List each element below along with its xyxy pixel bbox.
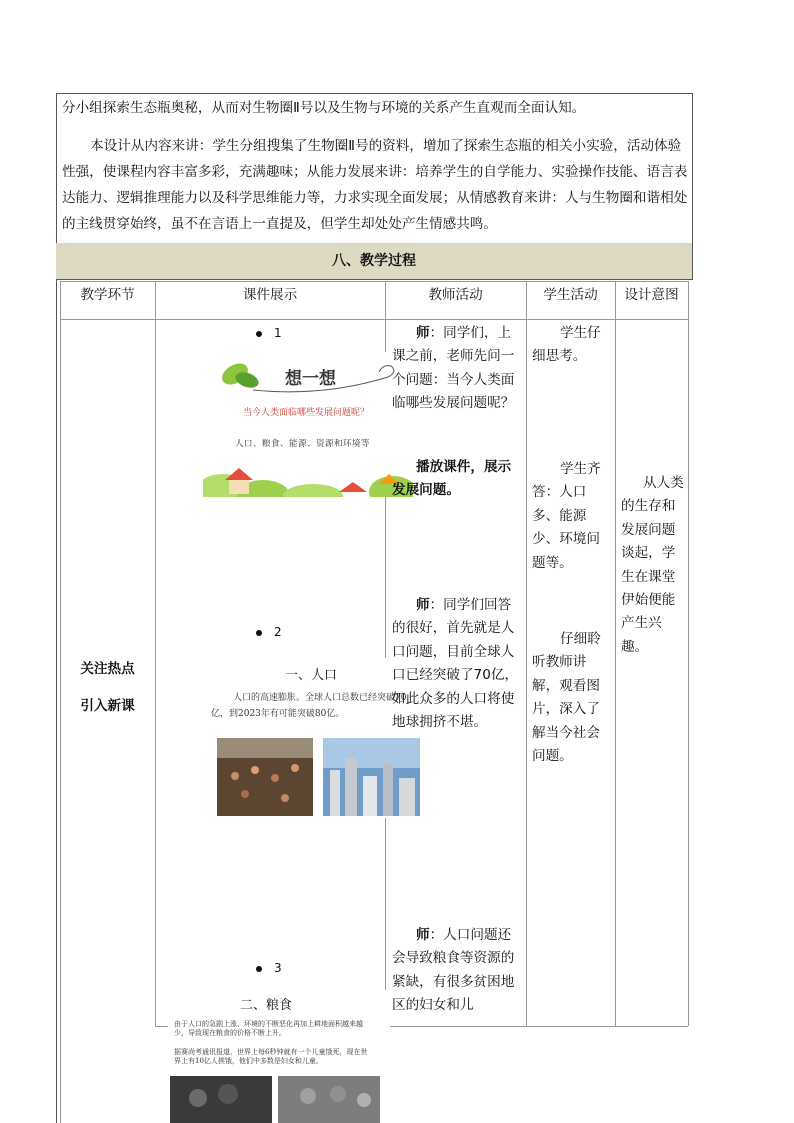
bullet-dot (256, 966, 262, 972)
bullet-dot (256, 630, 262, 636)
header-stage: 教学环节 (80, 287, 135, 303)
student-activity-3: 仔细聆听教师讲解，观看图片，深入了解当今社会问题。 (532, 631, 601, 765)
header-teacher: 教师活动 (428, 287, 483, 303)
col-line-1 (155, 281, 156, 1026)
teacher-activity-2 (392, 456, 520, 503)
intro-paragraph: 本设计从内容来讲：学生分组搜集了生物圈Ⅱ号的资料，增加了探索生态瓶的相关小实验，活动体验性强，使课程内容丰富多彩，充满趣味；从能力发展来讲：培养学生的自学能力、实验操作技能、语言表达能力、逻辑推理能力以及科学思维能力等，力求实现全面发展；从情感教育来讲：人与生物圈和谐相处的主线贯穿始终，虽不在言语上一直提及，但学生却处处产生情感共鸣。 (62, 138, 688, 232)
col-line-3 (526, 281, 527, 1026)
slide-1-title: 想一想 (285, 369, 336, 389)
intro-line1: 分小组探索生态瓶奥秘，从而对生物圈Ⅱ号以及生物与环境的关系产生直观而全面认知。 (62, 100, 586, 116)
slide-3-item1: 由于人口的急剧上涨、环境的不断恶化再加上耕地面积越来越少，导致现在粮食的价格不断上升。 (174, 1020, 363, 1037)
student-activity-2: 学生齐答：人口多、能源少、环境问题等。 (532, 461, 601, 571)
teacher-label: 师 (416, 597, 430, 613)
slide-3-title: 二、粮食 (240, 998, 293, 1013)
header-slides: 课件展示 (242, 287, 298, 303)
slide-number: 1 (274, 326, 282, 340)
slide-1 (203, 352, 413, 497)
teacher-label: 师 (416, 325, 430, 341)
teacher-activity-3 (392, 594, 520, 734)
stage-line2: 引入新课 (80, 698, 135, 714)
col-line-4 (615, 281, 616, 1026)
slide-2 (205, 658, 420, 818)
frame-right (692, 93, 693, 280)
student-activity-1: 学生仔细思考。 (532, 325, 601, 365)
frame-top (56, 93, 692, 94)
slide-number: 3 (274, 961, 282, 975)
slide-3 (168, 990, 390, 1123)
slide-2-text: 人口的高速膨胀。全球人口总数已经突破70亿，到2023年有可能突破80亿。 (211, 693, 407, 719)
design-intent: 从人类的生存和发展问题谈起，学生在课堂伊始便能产生兴趣。 (621, 475, 684, 655)
section-title: 八、教学过程 (332, 253, 416, 269)
slide-number: 2 (274, 625, 282, 639)
stage-line1: 关注热点 (80, 661, 135, 677)
slide-1-question: 当今人类面临哪些发展问题呢？ (243, 408, 370, 418)
slide-1-answer: 人口、粮食、能源、资源和环境等 (235, 439, 371, 449)
slide-bullet-2 (256, 625, 282, 639)
teacher-text: ：同学们，上课之前，老师先问一个问题：当今人类面临哪些发展问题呢？ (392, 325, 515, 412)
col-line-5 (688, 281, 689, 1026)
slide-bullet-3 (256, 961, 282, 975)
slide-3-photos (168, 990, 390, 1123)
band-bottom (56, 279, 692, 280)
header-intent: 设计意图 (624, 287, 679, 303)
slide-3-item2: 据赛尚考通讯报道，世界上每6秒钟就有一个儿童饿死，现在世界上有10亿人挨饿，他们中多数是妇女和儿童。 (174, 1048, 368, 1065)
bullet-dot (256, 331, 262, 337)
header-student: 学生活动 (543, 287, 598, 303)
teacher-activity-1 (392, 322, 520, 416)
teacher-text: ：人口问题还会导致粮食等资源的紧缺，有很多贫困地区的妇女和儿 (392, 927, 515, 1014)
teacher-activity-4 (392, 924, 520, 1018)
teacher-label: 师 (416, 927, 430, 943)
teacher-text: ：同学们回答的很好，首先就是人口问题，目前全球人口已经突破了70亿，如此众多的人口将使地球拥挤不堪。 (392, 597, 519, 731)
slide-bullet-1 (256, 326, 282, 340)
teacher-bold-text: 播放课件，展示发展问题。 (392, 459, 512, 499)
slide-2-title: 一、人口 (285, 668, 338, 683)
slide-2-photos (205, 658, 420, 818)
